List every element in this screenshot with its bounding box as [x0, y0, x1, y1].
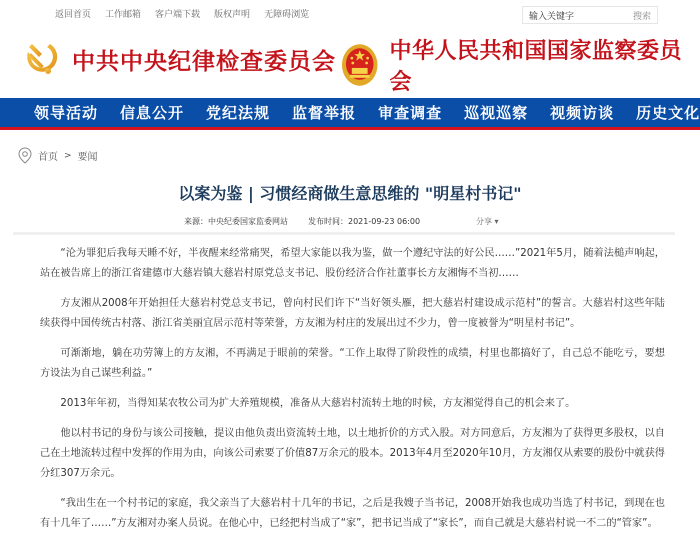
paragraph: 2013年年初，当得知某农牧公司为扩大养殖规模，准备从大慈岩村流转土地的时候，方友湘觉得自己的机会来了。	[60, 398, 576, 409]
search-input[interactable]: 输入关键字	[529, 11, 575, 22]
nav-item-reporting[interactable]: 监督举报	[292, 104, 357, 122]
paragraph: “我出生在一个村书记的家庭，我父亲当了大慈岩村十几年的书记，之后是我嫂子当书记，2008开始我也成功当选了村书记，到现在也有十几年了……”方友湘对办案人员说。在他心中，已经把村当成了“家”，把书记当成了“家长”，而自己就是大慈岩村说一不二的“管家”。	[40, 498, 665, 529]
link-accessibility[interactable]: 无障碍浏览	[264, 10, 310, 20]
site-header	[0, 28, 700, 98]
breadcrumb	[18, 147, 98, 164]
search-box[interactable]	[522, 6, 658, 24]
search-button[interactable]: 搜索	[632, 11, 651, 22]
title-divider	[13, 232, 675, 235]
article-meta	[184, 216, 420, 227]
nav-item-video[interactable]: 视频访谈	[550, 104, 615, 122]
location-pin-icon	[18, 147, 32, 164]
article-source: 来源：中央纪委国家监委网站	[184, 217, 288, 226]
national-emblem-icon	[340, 42, 379, 88]
top-utility-bar	[0, 0, 700, 28]
link-copyright[interactable]: 版权声明	[214, 10, 251, 20]
paragraph: “沦为罪犯后我每天睡不好，半夜醒来经常痛哭，希望大家能以我为鉴，做一个遵纪守法的好公民……”2021年5月，随着法槌声响起，站在被告席上的浙江省建德市大慈岩镇大慈岩村原党总支书记、股份经济合作社董事长方友湘悔不当初……	[40, 248, 665, 279]
party-emblem-icon	[20, 38, 62, 80]
nav-item-leadership[interactable]: 领导活动	[34, 104, 99, 122]
breadcrumb-current[interactable]: 要闻	[77, 152, 98, 163]
link-home[interactable]: 返回首页	[55, 10, 92, 20]
nav-item-inspection[interactable]: 巡视巡察	[464, 104, 529, 122]
paragraph: 方友湘从2008年开始担任大慈岩村党总支书记，曾向村民们许下“当好领头雁，把大慈岩村建设成示范村”的誓言。大慈岩村这些年陆续获得中国传统古村落、浙江省美丽宜居示范村等荣誉，方友湘为村庄的发展出过不少力，曾一度被誉为“明星村书记”。	[40, 298, 665, 329]
top-links	[55, 7, 309, 20]
ccdi-logo[interactable]	[20, 38, 336, 80]
nav-item-information[interactable]: 信息公开	[120, 104, 185, 122]
nsc-title: 中华人民共和国国家监察委员会	[389, 38, 682, 95]
article-title: 以案为鉴 | 习惯经商做生意思维的 "明星村书记"	[178, 184, 522, 203]
article-publish-time: 发布时间：2021-09-23 06:00	[308, 217, 421, 226]
share-dropdown[interactable]: 分享 ▾	[476, 217, 499, 226]
link-work-email[interactable]: 工作邮箱	[105, 10, 142, 20]
ccdi-title: 中共中央纪律检查委员会	[72, 47, 336, 75]
article-body	[40, 244, 665, 544]
link-client-download[interactable]: 客户端下载	[155, 10, 201, 20]
nav-item-history[interactable]: 历史文化	[636, 104, 700, 122]
breadcrumb-home[interactable]: 首页	[38, 152, 58, 163]
main-nav	[0, 98, 700, 130]
nsc-logo[interactable]	[340, 34, 700, 96]
breadcrumb-separator: >	[64, 150, 72, 161]
paragraph: 可渐渐地，躺在功劳簿上的方友湘，不再满足于眼前的荣誉。“工作上取得了阶段性的成绩，村里也都搞好了，自己总不能吃亏，要想方设法为自己谋些利益。”	[40, 348, 665, 379]
paragraph: 他以村书记的身份与该公司接触，提议由他负责出资流转土地，以土地折价的方式入股。对方同意后，方友湘为了获得更多股权，以自己在土地流转过程中发挥的作用为由，向该公司索要了价值87万余元的股本。2013年4月至2020年10月，方友湘仅从索要的股份中就获得分红307万余元。	[40, 428, 665, 479]
nav-item-regulations[interactable]: 党纪法规	[206, 104, 271, 122]
nav-item-investigation[interactable]: 审查调查	[378, 104, 443, 122]
